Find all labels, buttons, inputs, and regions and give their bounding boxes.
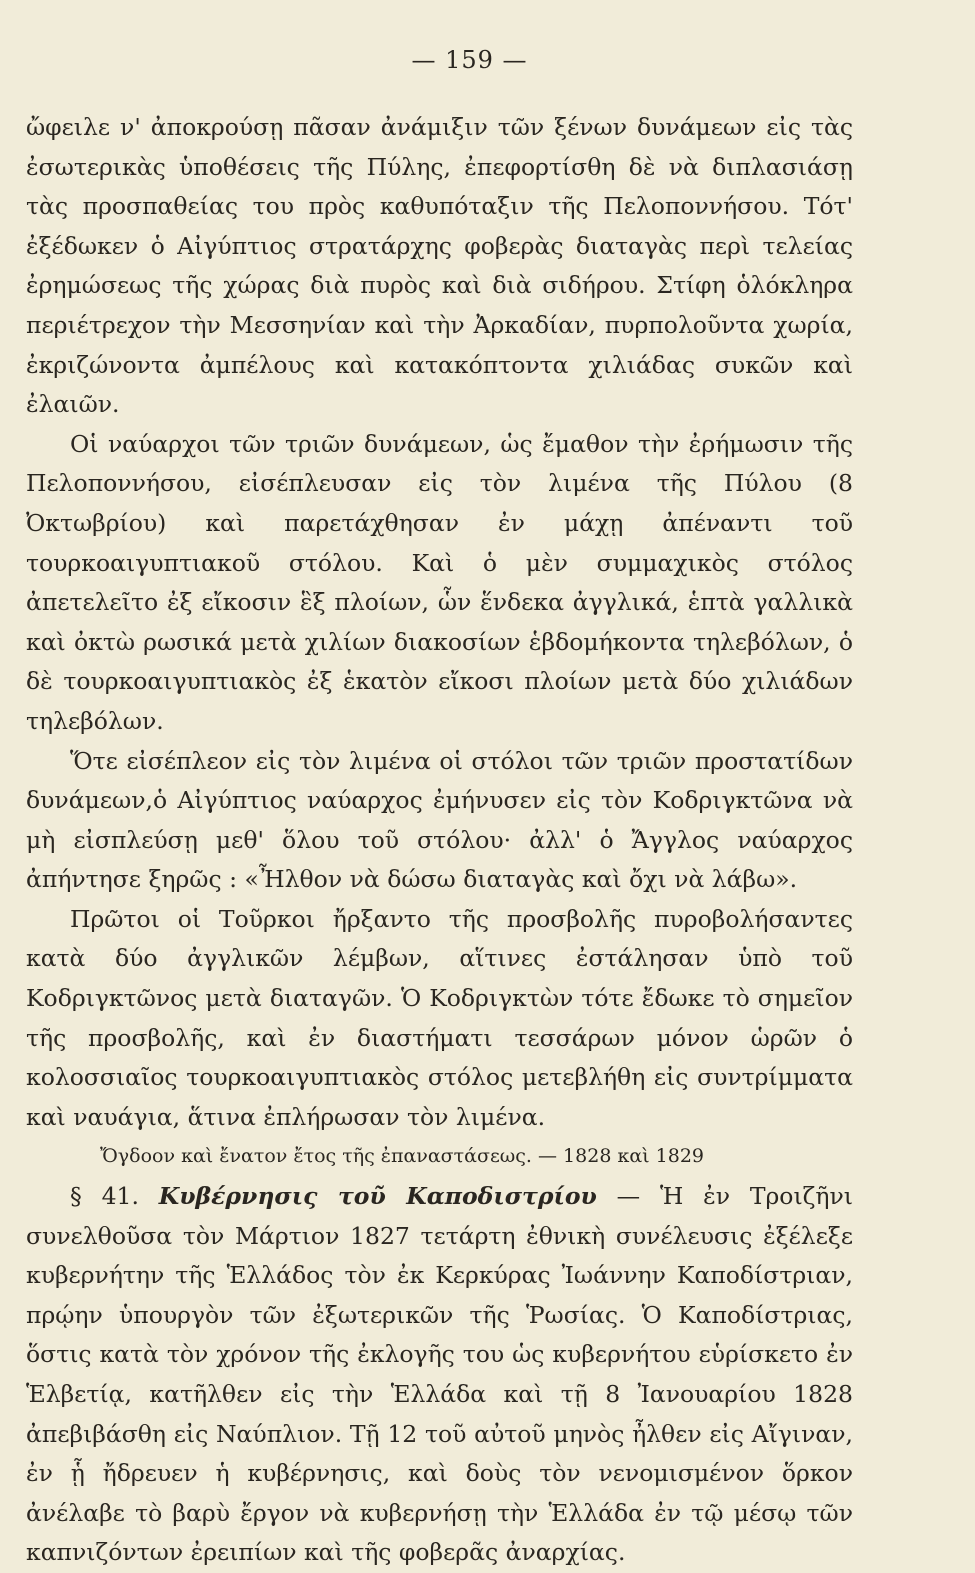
- paragraph-3: Ὅτε εἰσέπλεον εἰς τὸν λιμένα οἱ στόλοι τῶν τριῶν προστατίδων δυνάμεων,ὁ Αἰγύπτιος ναύαρχος ἐμήνυσεν εἰς τὸν Κοδριγκτῶνα νὰ μὴ εἰσπλεύσῃ μεθ' ὅλου τοῦ στόλου· ἀλλ' ὁ Ἄγγλος ναύαρχος ἀπήντησε ξηρῶς : «Ἦλθον νὰ δώσω διαταγὰς καὶ ὄχι νὰ λάβω».: [26, 746, 853, 894]
- paragraph-4: Πρῶτοι οἱ Τοῦρκοι ἤρξαντο τῆς προσβολῆς πυροβολήσαντες κατὰ δύο ἀγγλικῶν λέμβων, αἵτινες ἐστάλησαν ὑπὸ τοῦ Κοδριγκτῶνος μετὰ διαταγῶν. Ὁ Κοδριγκτὼν τότε ἔδωκε τὸ σημεῖον τῆς προσβολῆς, καὶ ἐν διαστήματι τεσσάρων μόνον ὡρῶν ὁ κολοσσιαῖος τουρκοαιγυπτιακὸς στόλος μετεβλήθη εἰς συντρίμματα καὶ ναυάγια, ἅτινα ἐπλήρωσαν τὸν λιμένα.: [26, 904, 853, 1131]
- page-number: — 159 —: [411, 46, 528, 74]
- section-title: Κυβέρνησις τοῦ Καποδιστρίου: [158, 1182, 597, 1211]
- section-number: § 41.: [70, 1182, 139, 1211]
- paragraph-1: ὤφειλε ν' ἀποκρούσῃ πᾶσαν ἀνάμιξιν τῶν ξένων δυνάμεων εἰς τὰς ἐσωτερικὰς ὑποθέσεις τῆς Πύλης, ἐπεφορτίσθη δὲ νὰ διπλασιάσῃ τὰς προσπαθείας του πρὸς καθυπόταξιν τῆς Πελοποννήσου. Τότ' ἐξέδωκεν ὁ Αἰγύπτιος στρατάρχης φοβερὰς διαταγὰς περὶ τελείας ἐρημώσεως τῆς χώρας διὰ πυρὸς καὶ διὰ σιδήρου. Στίφη ὁλόκληρα περιέτρεχον τὴν Μεσσηνίαν καὶ τὴν Ἀρκαδίαν, πυρπολοῦντα χωρία, ἐκριζώνοντα ἀμπέλους καὶ κατακόπτοντα χιλιάδας συκῶν καὶ ἐλαιῶν.: [26, 113, 853, 419]
- section-text: — Ἡ ἐν Τροιζῆνι συνελθοῦσα τὸν Μάρτιον 1827 τετάρτη ἐθνικὴ συνέλευσις ἐξέλεξε κυβερνήτην τῆς Ἑλλάδος τὸν ἐκ Κερκύρας Ἰωάννην Καποδίστριαν, πρῴην ὑπουργὸν τῶν ἐξωτερικῶν τῆς Ῥωσίας. Ὁ Καποδίστριας, ὅστις κατὰ τὸν χρόνον τῆς ἐκλογῆς του ὡς κυβερνήτου εὑρίσκετο ἐν Ἑλβετίᾳ, κατῆλθεν εἰς τὴν Ἑλλάδα καὶ τῇ 8 Ἰανουαρίου 1828 ἀπεβιβάσθη εἰς Ναύπλιον. Τῇ 12 τοῦ αὐτοῦ μηνὸς ἦλθεν εἰς Αἴγιναν, ἐν ᾗ ἤδρευεν ἡ κυβέρνησις, καὶ δοὺς τὸν νενομισμένον ὅρκον ἀνέλαβε τὸ βαρὺ ἔργον νὰ κυβερνήσῃ τὴν Ἑλλάδα ἐν τῷ μέσῳ τῶν καπνιζόντων ἐρειπίων καὶ τῆς φοβερᾶς ἀναρχίας.: [26, 1182, 853, 1567]
- paragraph-2: Οἱ ναύαρχοι τῶν τριῶν δυνάμεων, ὡς ἔμαθον τὴν ἐρήμωσιν τῆς Πελοποννήσου, εἰσέπλευσαν εἰς τὸν λιμένα τῆς Πύλου (8 Ὀκτωβρίου) καὶ παρετάχθησαν ἐν μάχῃ ἀπέναντι τοῦ τουρκοαιγυπτιακοῦ στόλου. Καὶ ὁ μὲν συμμαχικὸς στόλος ἀπετελεῖτο ἐξ εἴκοσιν ἓξ πλοίων, ὧν ἕνδεκα ἀγγλικά, ἑπτὰ γαλλικὰ καὶ ὀκτὼ ρωσικά μετὰ χιλίων διακοσίων ἑβδομήκοντα τηλεβόλων, ὁ δὲ τουρκοαιγυπτιακὸς ἐξ ἑκατὸν εἴκοσι πλοίων μετὰ δύο χιλιάδων τηλεβόλων.: [26, 429, 853, 735]
- section-paragraph: [26, 1177, 853, 1573]
- chapter-note: Ὄγδοον καὶ ἔνατον ἔτος τῆς ἐπαναστάσεως. — 1828 καὶ 1829: [100, 1145, 704, 1168]
